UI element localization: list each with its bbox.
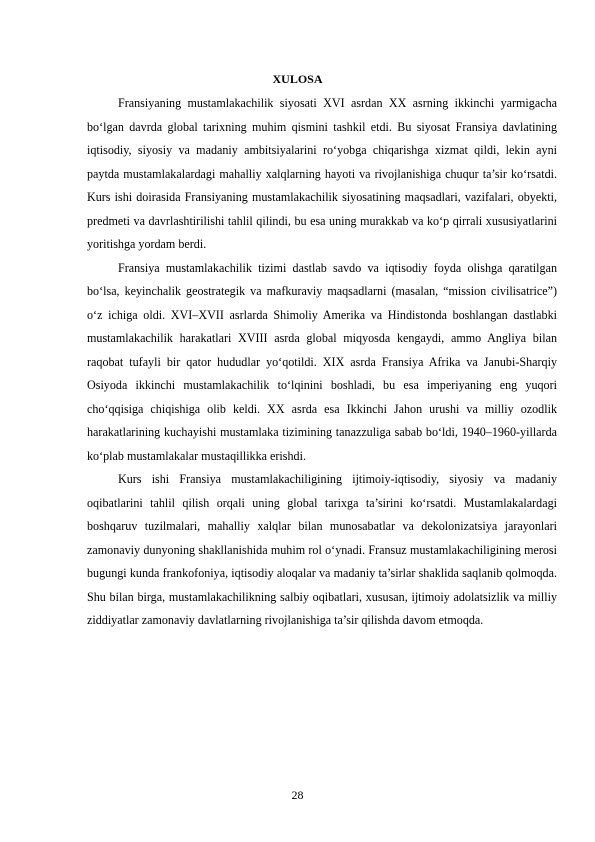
paragraph-2: Fransiya mustamlakachilik tizimi dastlab savdo va iqtisodiy foyda olishga qaratilgan bo‘lsa, keyinchalik geostrategik va mafkuraviy maqsadlarni (masalan, “mission civilisatrice”) o‘z ichiga oldi. XVI–XVII asrlarda Shimoliy Amerika va Hindistonda boshlangan dastlabki mustamlakachilik harakatlari XVIII asrda global miqyosda kengaydi, ammo Angliya bilan raqobat tufayli bir qator hududlar yo‘qotildi. XIX asrda Fransiya Afrika va Janubi-Sharqiy Osiyoda ikkinchi mustamlakachilik to‘lqinini boshladi, bu esa imperiyaning eng yuqori cho‘qqisiga chiqishiga olib keldi. XX asrda esa Ikkinchi Jahon urushi va milliy ozodlik harakatlarining kuchayishi mustamlaka tizimining tanazzuliga sabab bo‘ldi, 1940–1960-yillarda ko‘plab mustamlakalar mustaqillikka erishdi. [87,260,557,463]
section-heading: XULOSA [272,72,323,86]
page-number: 28 [291,788,304,802]
paragraph-3: Kurs ishi Fransiya mustamlakachiligining ijtimoiy-iqtisodiy, siyosiy va madaniy oqibatlarini tahlil qilish orqali uning global tarixga ta’sirini ko‘rsatdi. Mustamlakalardagi boshqaruv tuzilmalari, mahalliy xalqlar bilan munosabatlar va dekolonizatsiya jarayonlari zamonaviy dunyoning shakllanishida muhim rol o‘ynadi. Fransuz mustamlakachiligining merosi bugungi kunda frankofoniya, iqtisodiy aloqalar va madaniy ta’sirlar shaklida saqlanib qolmoqda. Shu bilan birga, mustamlakachilikning salbiy oqibatlari, xususan, ijtimoiy adolatsizlik va milliy ziddiyatlar zamonaviy davlatlarning rivojlanishiga ta’sir qilishda davom etmoqda. [87,472,557,627]
paragraph-1: Fransiyaning mustamlakachilik siyosati XVI asrdan XX asrning ikkinchi yarmigacha bo‘lgan davrda global tarixning muhim qismini tashkil etdi. Bu siyosat Fransiya davlatining iqtisodiy, siyosiy va madaniy ambitsiyalarini ro‘yobga chiqarishga xizmat qildi, lekin ayni paytda mustamlakalardagi mahalliy xalqlarning hayoti va rivojlanishiga chuqur ta’sir ko‘rsatdi. Kurs ishi doirasida Fransiyaning mustamlakachilik siyosatining maqsadlari, vazifalari, obyekti, predmeti va davrlashtirilishi tahlil qilindi, bu esa uning murakkab va ko‘p qirrali xususiyatlarini yoritishga yordam berdi. [87,96,557,251]
body-text [87,92,557,633]
